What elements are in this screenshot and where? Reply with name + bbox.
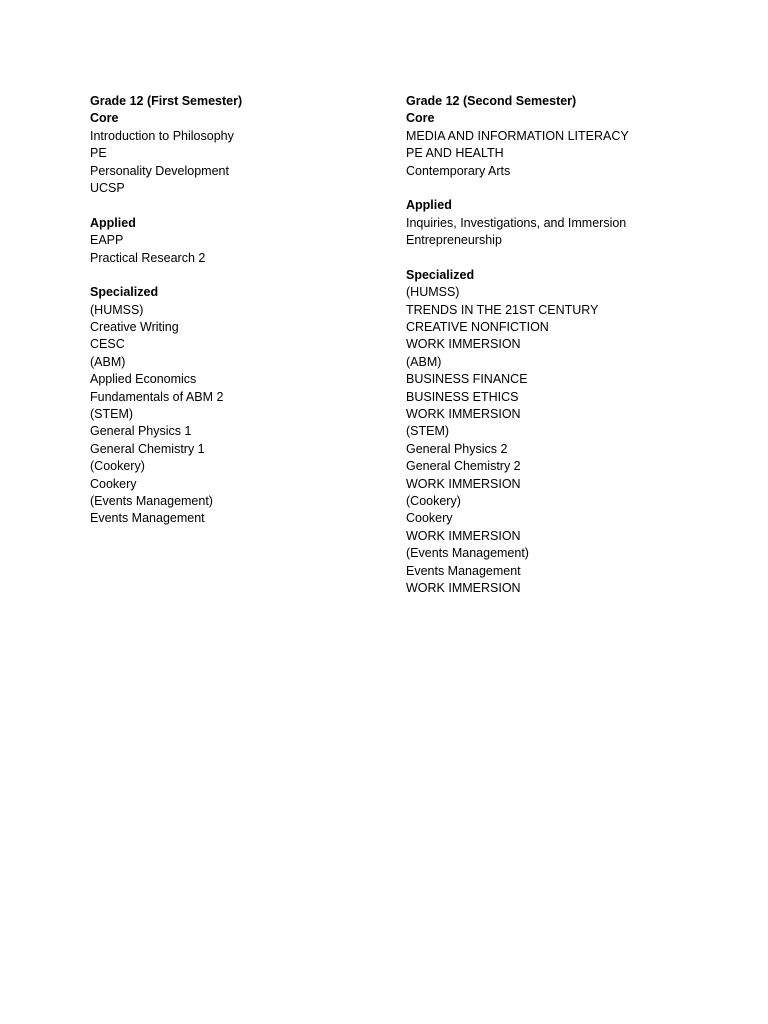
second-semester-specialized-item: Cookery <box>406 511 453 526</box>
second-semester-specialized-item: Events Management <box>406 563 521 578</box>
section-spacer <box>90 267 390 284</box>
first-semester-core-item: UCSP <box>90 180 125 195</box>
first-semester-specialized-item: Creative Writing <box>90 320 179 335</box>
first-semester-applied-label: Applied <box>90 215 136 230</box>
first-semester-core-item: Introduction to Philosophy <box>90 128 234 143</box>
second-semester-specialized-item: TRENDS IN THE 21ST CENTURY <box>406 302 599 317</box>
section-spacer <box>406 180 706 197</box>
second-semester-core-item: MEDIA AND INFORMATION LITERACY <box>406 128 629 143</box>
first-semester-core-item: Personality Development <box>90 163 229 178</box>
second-semester-applied-item: Inquiries, Investigations, and Immersion <box>406 215 627 230</box>
first-semester-specialized-item: General Physics 1 <box>90 424 192 439</box>
second-semester-specialized-item: BUSINESS ETHICS <box>406 389 519 404</box>
second-semester-core-item: Contemporary Arts <box>406 163 511 178</box>
first-semester-specialized-item: (ABM) <box>90 354 126 369</box>
first-semester-specialized-label: Specialized <box>90 285 159 300</box>
first-semester-specialized-item: Applied Economics <box>90 372 197 387</box>
first-semester-specialized-item: General Chemistry 1 <box>90 441 205 456</box>
second-semester-column <box>406 93 706 597</box>
second-semester-specialized-label: Specialized <box>406 267 475 282</box>
second-semester-specialized-item: WORK IMMERSION <box>406 337 521 352</box>
second-semester-specialized-item: (Events Management) <box>406 546 529 561</box>
first-semester-specialized-item: CESC <box>90 337 125 352</box>
first-semester-specialized-item: (Cookery) <box>90 459 145 474</box>
first-semester-specialized-item: Events Management <box>90 511 205 526</box>
first-semester-column <box>90 93 390 528</box>
second-semester-specialized-item: WORK IMMERSION <box>406 407 521 422</box>
first-semester-specialized-item: Fundamentals of ABM 2 <box>90 389 224 404</box>
second-semester-applied-label: Applied <box>406 198 452 213</box>
first-semester-core-item: PE <box>90 146 107 161</box>
first-semester-specialized-item: (Events Management) <box>90 493 213 508</box>
first-semester-applied-item: EAPP <box>90 233 124 248</box>
first-semester-applied-item: Practical Research 2 <box>90 250 206 265</box>
second-semester-specialized-item: General Physics 2 <box>406 441 508 456</box>
section-spacer <box>90 197 390 214</box>
second-semester-specialized-item: WORK IMMERSION <box>406 528 521 543</box>
second-semester-specialized-item: General Chemistry 2 <box>406 459 521 474</box>
second-semester-heading: Grade 12 (Second Semester) <box>406 94 577 108</box>
second-semester-applied-item: Entrepreneurship <box>406 233 502 248</box>
second-semester-specialized-item: WORK IMMERSION <box>406 476 521 491</box>
second-semester-specialized-item: BUSINESS FINANCE <box>406 372 528 387</box>
second-semester-core-item: PE AND HEALTH <box>406 146 504 161</box>
second-semester-specialized-item: (ABM) <box>406 354 442 369</box>
first-semester-specialized-item: (STEM) <box>90 407 134 422</box>
first-semester-specialized-item: Cookery <box>90 476 137 491</box>
second-semester-core-label: Core <box>406 111 435 126</box>
second-semester-specialized-item: WORK IMMERSION <box>406 580 521 595</box>
second-semester-specialized-item: CREATIVE NONFICTION <box>406 320 549 335</box>
first-semester-core-label: Core <box>90 111 119 126</box>
second-semester-specialized-item: (Cookery) <box>406 493 461 508</box>
section-spacer <box>406 250 706 267</box>
second-semester-specialized-item: (HUMSS) <box>406 285 460 300</box>
second-semester-specialized-item: (STEM) <box>406 424 450 439</box>
first-semester-heading: Grade 12 (First Semester) <box>90 94 243 108</box>
first-semester-specialized-item: (HUMSS) <box>90 302 144 317</box>
